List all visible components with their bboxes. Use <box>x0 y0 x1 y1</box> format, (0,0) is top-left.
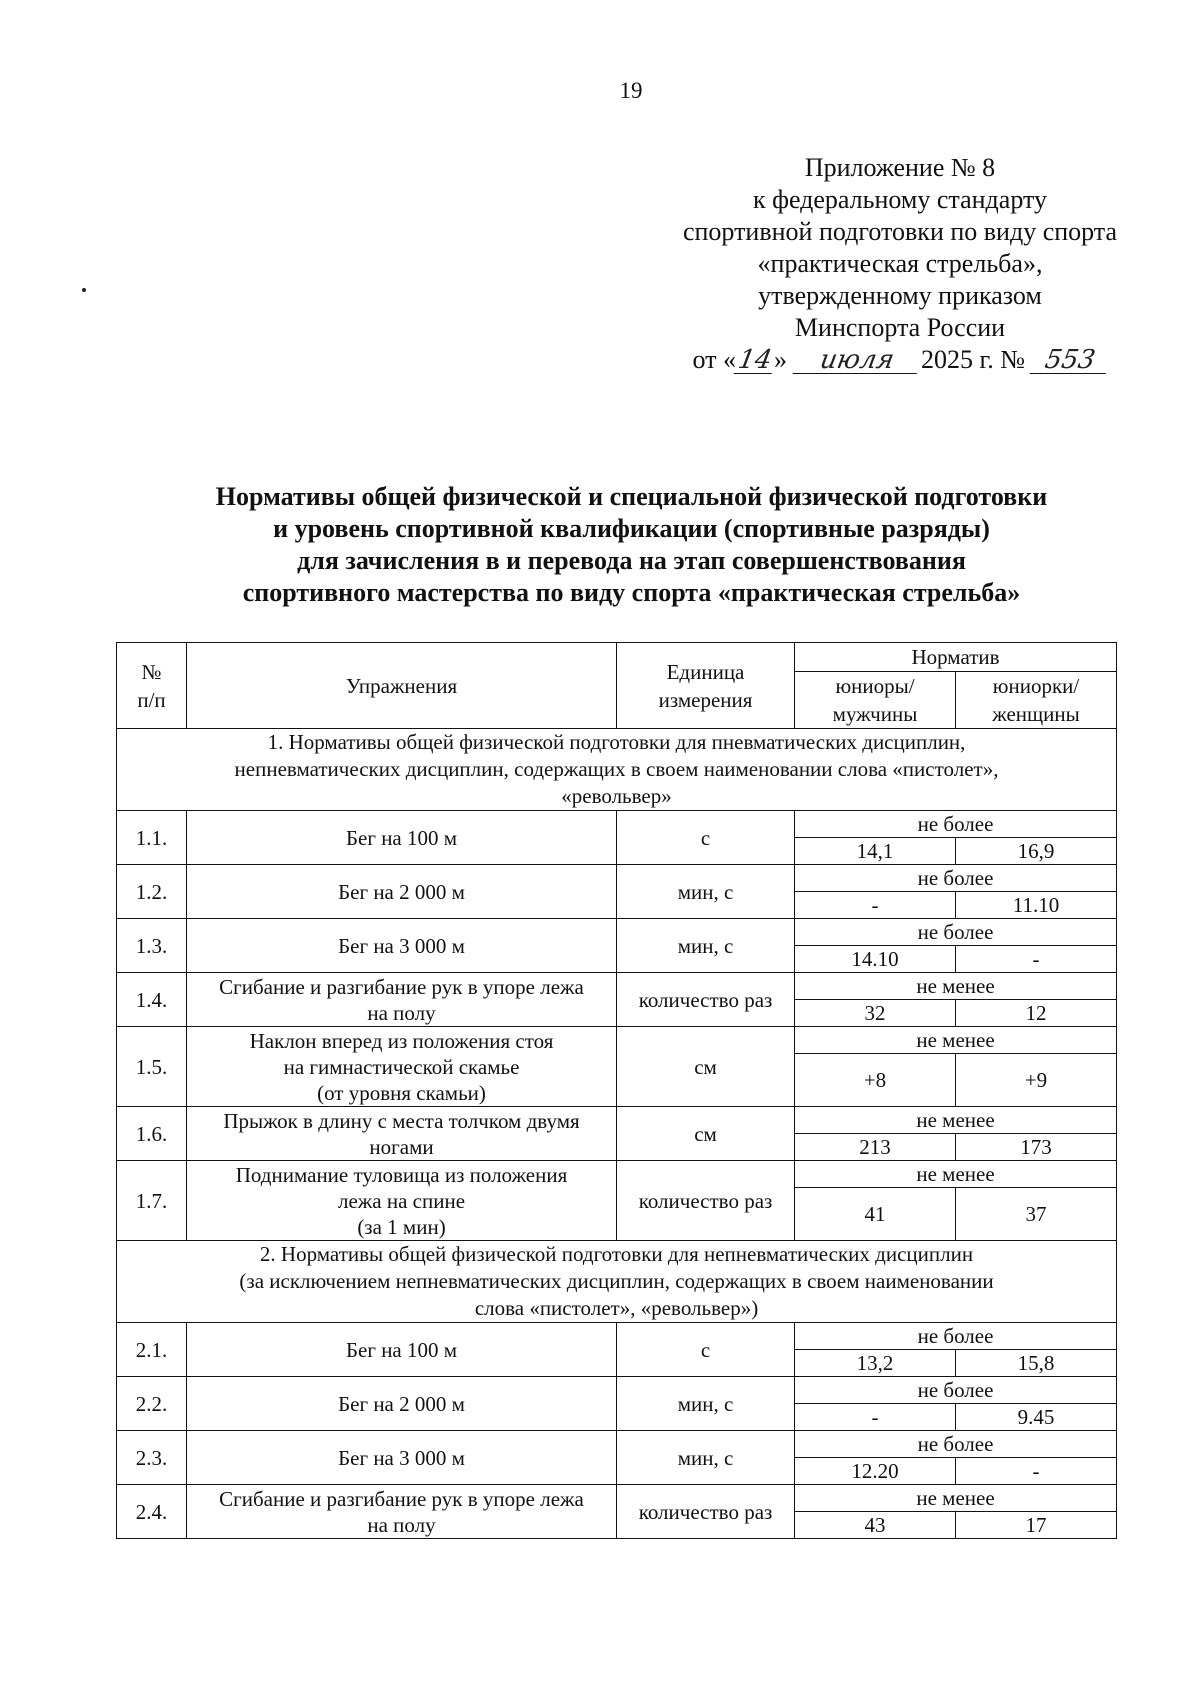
exercise-line: ногами <box>369 1134 434 1159</box>
row-value-men: 213 <box>795 1134 956 1161</box>
section-title-line: «револьвер» <box>561 784 672 808</box>
exercise-line: на полу <box>367 1000 436 1025</box>
order-year: 2025 г. № <box>920 345 1026 374</box>
row-unit: с <box>617 811 795 865</box>
row-unit: количество раз <box>617 1485 795 1539</box>
row-condition: не более <box>795 1431 1117 1458</box>
order-prefix: от « <box>692 345 736 374</box>
table-row <box>117 919 1117 946</box>
row-value-women: +9 <box>956 1054 1117 1107</box>
row-value-women: - <box>956 1458 1117 1485</box>
row-unit: см <box>617 1027 795 1107</box>
header-unit-line: Единица <box>666 659 745 684</box>
exercise-line: лежа на спине <box>337 1188 466 1213</box>
document-title <box>100 481 1163 609</box>
exercise-line: Бег на 100 м <box>345 825 458 850</box>
row-unit: мин, с <box>617 919 795 973</box>
order-number-handwritten: 553 <box>1029 347 1110 374</box>
title-line: и уровень спортивной квалификации (спортивные разряды) <box>273 514 990 543</box>
header-women-line: женщины <box>992 702 1080 726</box>
exercise-line: Сгибание и разгибание рук в упоре лежа <box>219 974 584 999</box>
exercise-line: (за 1 мин) <box>357 1214 446 1239</box>
exercise-line: Поднимание туловища из положения <box>235 1162 568 1187</box>
order-month-handwritten: июля <box>793 347 922 374</box>
table-row <box>117 973 1117 1000</box>
row-value-men: 43 <box>795 1512 956 1539</box>
row-exercise <box>187 1027 617 1107</box>
section-title <box>117 729 1117 811</box>
row-value-women: 15,8 <box>956 1350 1117 1377</box>
section-row <box>117 729 1117 811</box>
row-unit: с <box>617 1323 795 1377</box>
row-condition: не менее <box>795 973 1117 1000</box>
row-value-men: 12.20 <box>795 1458 956 1485</box>
table-row <box>117 1323 1117 1350</box>
table-row <box>117 865 1117 892</box>
header-women <box>956 672 1117 729</box>
row-exercise <box>187 919 617 973</box>
appendix-line: Минспорта России <box>794 313 1006 342</box>
row-value-men: - <box>795 892 956 919</box>
row-exercise <box>187 973 617 1027</box>
header-men-line: мужчины <box>832 702 918 726</box>
stray-dot <box>82 288 86 292</box>
exercise-line: Бег на 3 000 м <box>338 1445 465 1470</box>
section-title-line: (за исключением непневматических дисциплин, содержащих в своем наименовании <box>239 1269 994 1293</box>
order-day-handwritten: 14 <box>734 347 777 374</box>
section-title-line: 1. Нормативы общей физической подготовки для пневматических дисциплин, <box>267 730 966 754</box>
row-unit: количество раз <box>617 973 795 1027</box>
table-row <box>117 1485 1117 1512</box>
row-exercise <box>187 1107 617 1161</box>
section-title <box>117 1241 1117 1323</box>
title-line: для зачисления в и перевода на этап совершенствования <box>297 546 966 575</box>
header-women-line: юниорки/ <box>992 674 1080 698</box>
section-title-line: слова «пистолет», «револьвер») <box>474 1296 759 1320</box>
order-date-line <box>640 344 1160 376</box>
row-condition: не менее <box>795 1027 1117 1054</box>
row-number: 1.1. <box>117 811 187 865</box>
title-line: Нормативы общей физической и специальной физической подготовки <box>215 482 1048 511</box>
row-number: 1.6. <box>117 1107 187 1161</box>
row-condition: не более <box>795 919 1117 946</box>
row-value-women: 9.45 <box>956 1404 1117 1431</box>
appendix-line: утвержденному приказом <box>758 281 1042 310</box>
table-row <box>117 1377 1117 1404</box>
exercise-line: Прыжок в длину с места толчком двумя <box>223 1108 580 1133</box>
header-unit <box>617 643 795 729</box>
row-condition: не менее <box>795 1161 1117 1188</box>
row-number: 2.2. <box>117 1377 187 1431</box>
row-condition: не более <box>795 1377 1117 1404</box>
norms-table <box>116 642 1117 1539</box>
appendix-line: «практическая стрельба», <box>757 249 1043 278</box>
row-number: 2.3. <box>117 1431 187 1485</box>
table-row <box>117 1431 1117 1458</box>
exercise-line: (от уровня скамьи) <box>317 1080 486 1105</box>
row-value-women: 173 <box>956 1134 1117 1161</box>
exercise-line: Бег на 2 000 м <box>338 879 465 904</box>
row-number: 1.3. <box>117 919 187 973</box>
row-unit: см <box>617 1107 795 1161</box>
section-title-line: 2. Нормативы общей физической подготовки для непневматических дисциплин <box>259 1242 974 1266</box>
row-condition: не менее <box>795 1107 1117 1134</box>
header-unit-line: измерения <box>658 687 753 712</box>
row-unit: количество раз <box>617 1161 795 1241</box>
header-exercise: Упражнения <box>187 643 617 729</box>
row-condition: не менее <box>795 1485 1117 1512</box>
exercise-line: Бег на 3 000 м <box>338 933 465 958</box>
appendix-block <box>640 152 1160 376</box>
table-row <box>117 811 1117 838</box>
exercise-line: Бег на 2 000 м <box>338 1391 465 1416</box>
appendix-line: спортивной подготовки по виду спорта <box>682 217 1118 246</box>
row-value-women: 11.10 <box>956 892 1117 919</box>
row-value-men: - <box>795 1404 956 1431</box>
row-exercise <box>187 865 617 919</box>
row-exercise <box>187 1431 617 1485</box>
header-men-line: юниоры/ <box>835 674 915 698</box>
row-number: 2.4. <box>117 1485 187 1539</box>
row-value-women: 12 <box>956 1000 1117 1027</box>
appendix-line: Приложение № 8 <box>804 153 996 182</box>
row-value-men: +8 <box>795 1054 956 1107</box>
header-num <box>117 643 187 729</box>
title-line: спортивного мастерства по виду спорта «практическая стрельба» <box>242 578 1021 607</box>
row-value-men: 13,2 <box>795 1350 956 1377</box>
section-title-line: непневматических дисциплин, содержащих в своем наименовании слова «пистолет», <box>234 757 999 781</box>
page-number: 19 <box>619 78 643 103</box>
row-condition: не более <box>795 811 1117 838</box>
row-condition: не более <box>795 1323 1117 1350</box>
appendix-line: к федеральному стандарту <box>752 185 1048 214</box>
header-num-line: п/п <box>137 687 166 712</box>
row-number: 1.7. <box>117 1161 187 1241</box>
table-row <box>117 1161 1117 1188</box>
row-unit: мин, с <box>617 865 795 919</box>
exercise-line: Наклон вперед из положения стоя <box>249 1028 554 1053</box>
section-row <box>117 1241 1117 1323</box>
table-row <box>117 1107 1117 1134</box>
row-value-men: 32 <box>795 1000 956 1027</box>
row-value-men: 14.10 <box>795 946 956 973</box>
row-exercise <box>187 811 617 865</box>
exercise-line: Бег на 100 м <box>345 1337 458 1362</box>
exercise-line: на гимнастической скамье <box>283 1054 520 1079</box>
row-number: 1.2. <box>117 865 187 919</box>
header-norm: Норматив <box>795 643 1117 672</box>
exercise-line: на полу <box>367 1512 436 1537</box>
row-unit: мин, с <box>617 1377 795 1431</box>
header-num-line: № <box>141 659 162 684</box>
exercise-line: Сгибание и разгибание рук в упоре лежа <box>219 1486 584 1511</box>
row-exercise <box>187 1377 617 1431</box>
table-header-row <box>117 643 1117 672</box>
row-number: 2.1. <box>117 1323 187 1377</box>
row-exercise <box>187 1161 617 1241</box>
order-mid: » <box>773 345 787 374</box>
header-men <box>795 672 956 729</box>
row-condition: не более <box>795 865 1117 892</box>
row-number: 1.5. <box>117 1027 187 1107</box>
row-unit: мин, с <box>617 1431 795 1485</box>
row-value-women: 16,9 <box>956 838 1117 865</box>
row-value-men: 41 <box>795 1188 956 1241</box>
table-row <box>117 1027 1117 1054</box>
row-number: 1.4. <box>117 973 187 1027</box>
row-value-women: 37 <box>956 1188 1117 1241</box>
row-value-women: - <box>956 946 1117 973</box>
row-exercise <box>187 1485 617 1539</box>
row-value-men: 14,1 <box>795 838 956 865</box>
row-value-women: 17 <box>956 1512 1117 1539</box>
row-exercise <box>187 1323 617 1377</box>
